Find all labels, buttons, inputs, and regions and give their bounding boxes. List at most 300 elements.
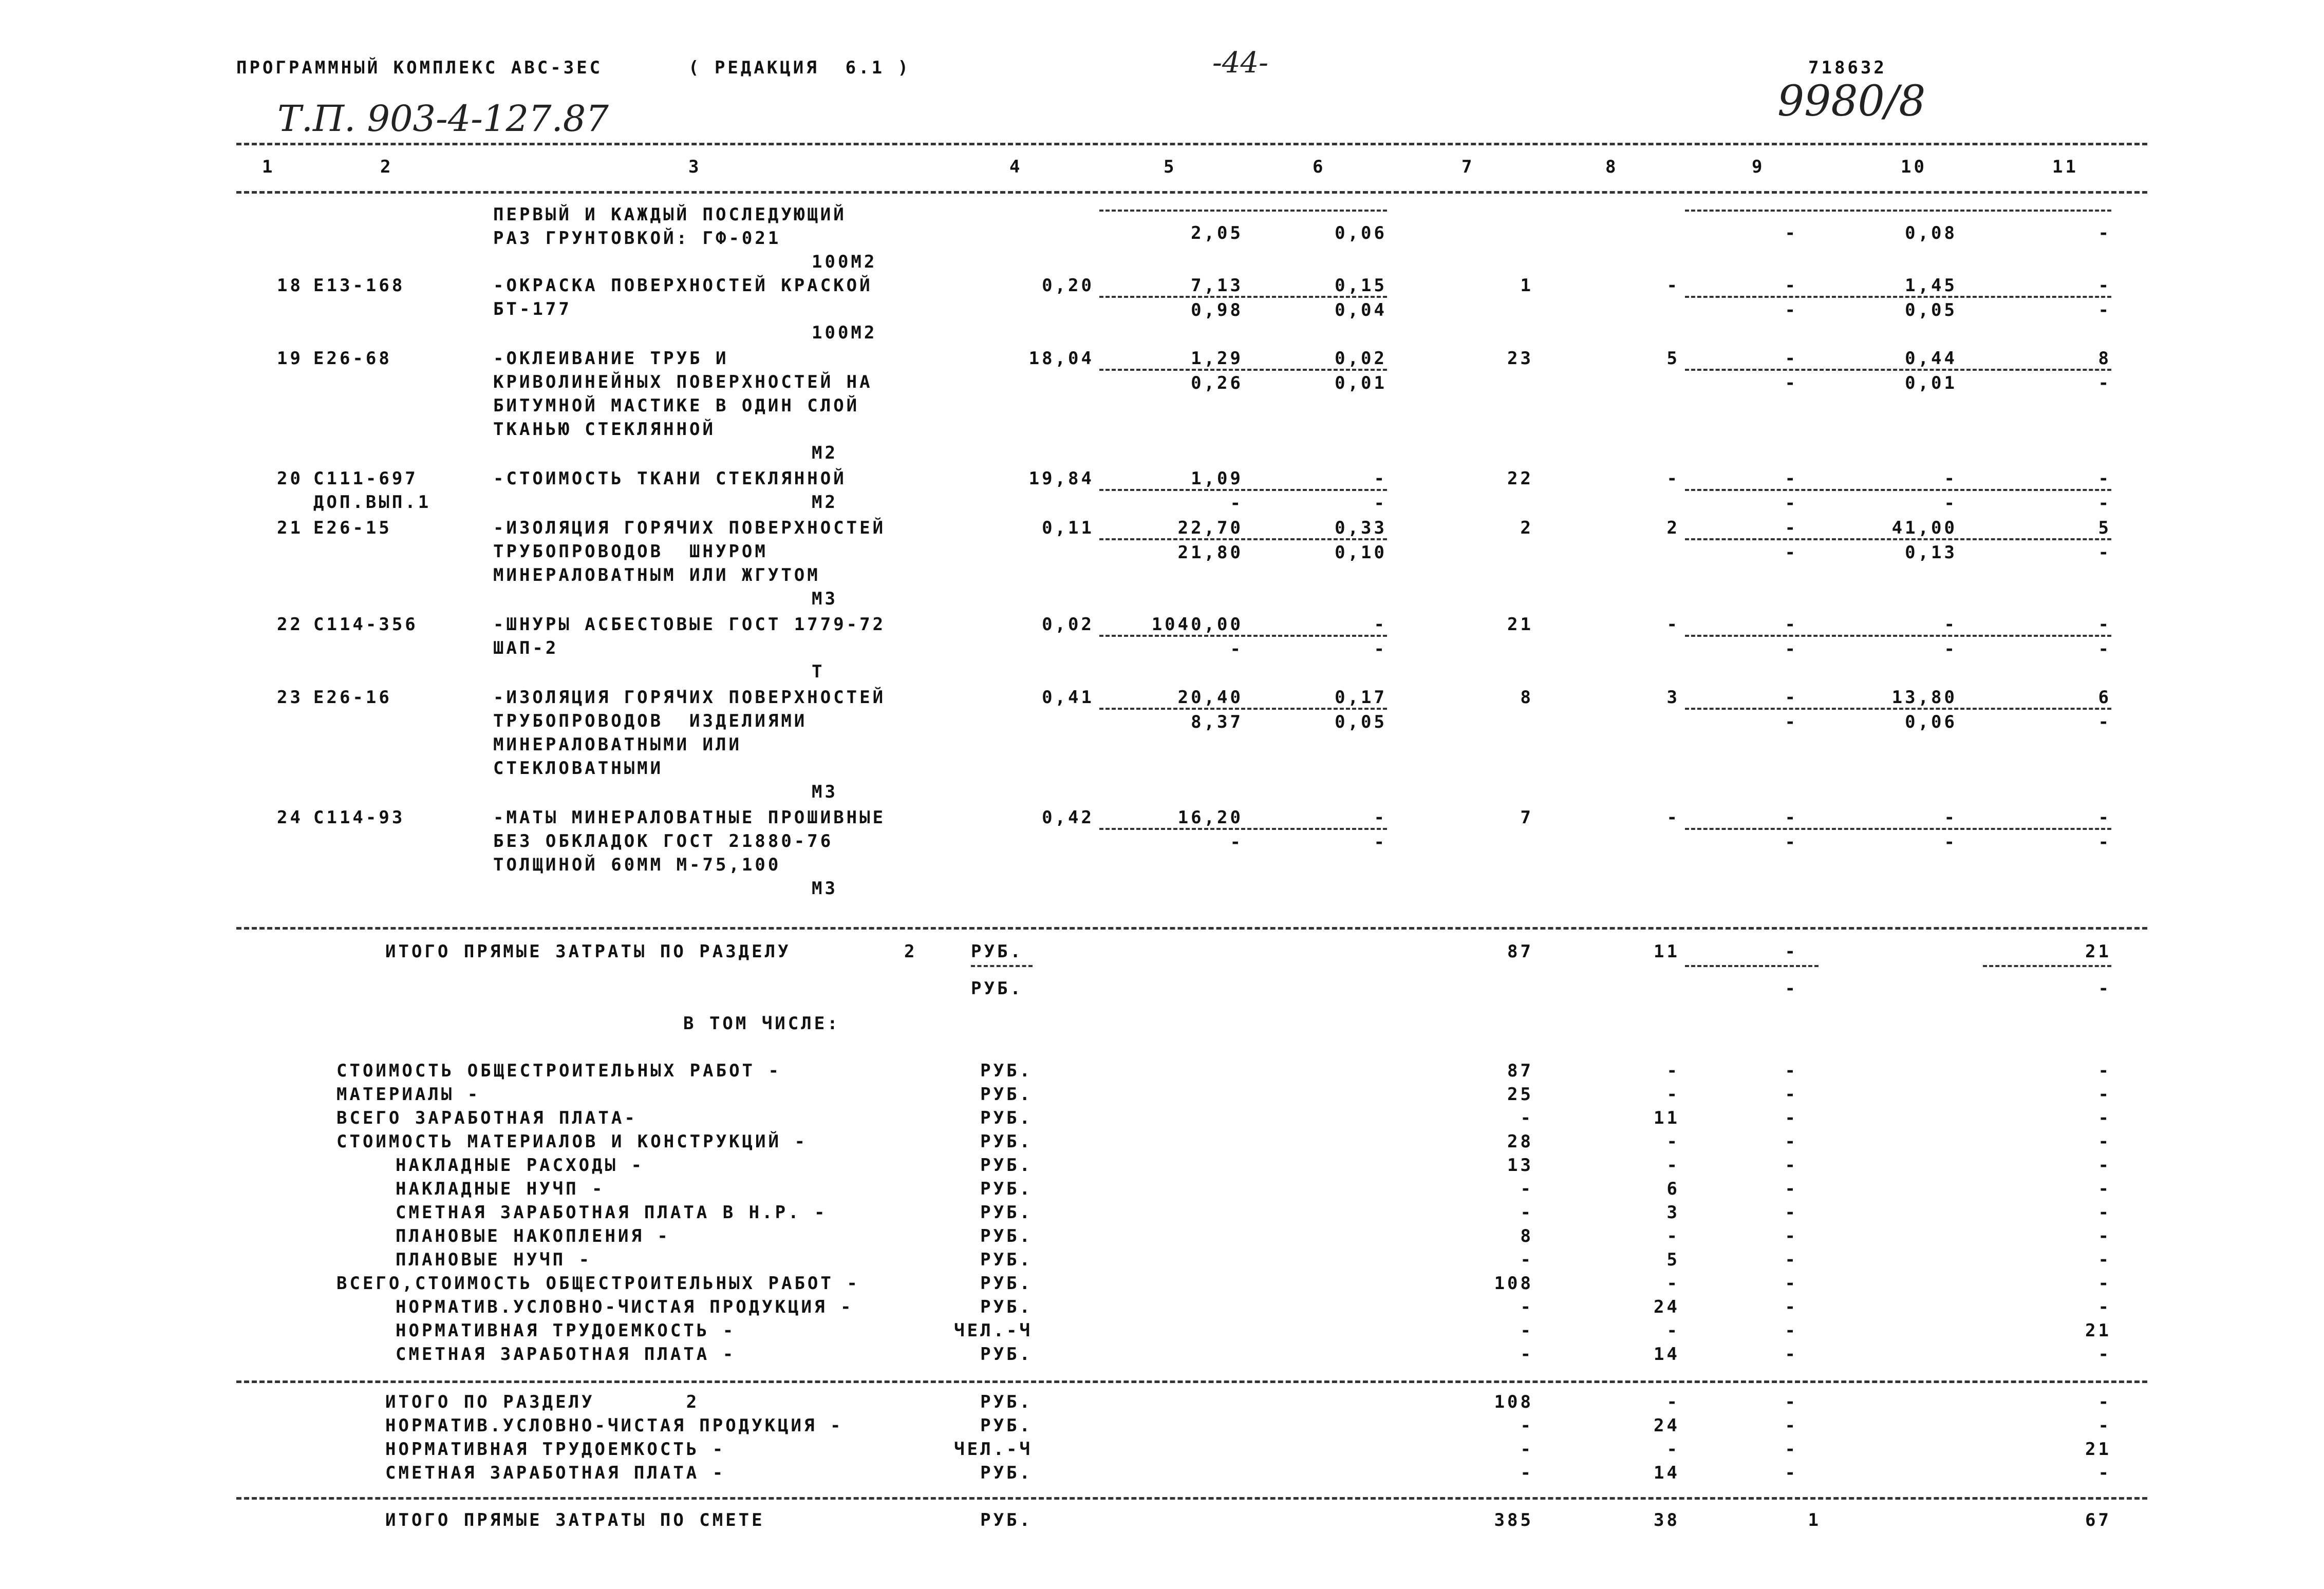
- item-description: ШАП-2: [493, 638, 559, 658]
- cell-col6-sub: -: [1374, 493, 1387, 514]
- separator-dash: [1099, 210, 1387, 212]
- cell-col7: 22: [1507, 468, 1533, 489]
- breakdown-label: ПЛАНОВЫЕ НУЧП -: [396, 1250, 592, 1270]
- breakdown-col7: -: [1520, 1297, 1533, 1317]
- cell-col9-sub: -: [1785, 493, 1798, 514]
- summary-col7: -: [1520, 1439, 1533, 1460]
- cell-col9: -: [1785, 807, 1798, 828]
- summary-label: ИТОГО ПО РАЗДЕЛУ 2: [385, 1392, 700, 1412]
- cell-col4: 0,11: [1042, 518, 1094, 538]
- separator-dash: [1099, 708, 1387, 710]
- summary-label: НОРМАТИВ.УСЛОВНО-ЧИСТАЯ ПРОДУКЦИЯ -: [385, 1415, 844, 1436]
- summary-col8: -: [1666, 1439, 1680, 1460]
- cell-col5: 1,09: [1191, 468, 1243, 489]
- column-header-1: 1: [262, 157, 275, 177]
- column-header-10: 10: [1901, 157, 1927, 177]
- breakdown-col8: -: [1666, 1226, 1680, 1246]
- item-number: 22: [277, 614, 303, 635]
- summary-unit: РУБ.: [980, 1463, 1033, 1483]
- cell-col6-sub: 0,05: [1335, 712, 1387, 732]
- breakdown-unit: РУБ.: [980, 1084, 1033, 1105]
- breakdown-col9: -: [1785, 1155, 1798, 1176]
- grand-total-label: ИТОГО ПРЯМЫЕ ЗАТРАТЫ ПО СМЕТЕ: [385, 1510, 765, 1530]
- cell-col4: 0,42: [1042, 807, 1094, 828]
- breakdown-col8: -: [1666, 1131, 1680, 1152]
- cell-col6-sub: 0,10: [1335, 542, 1387, 563]
- breakdown-col8: -: [1666, 1084, 1680, 1105]
- cell-col6: -: [1374, 807, 1387, 828]
- grand-total-col8: 38: [1654, 1510, 1680, 1530]
- breakdown-col7: -: [1520, 1320, 1533, 1341]
- item-code: С111-697: [313, 468, 418, 489]
- section-total-col7: 87: [1507, 941, 1533, 962]
- item-description: БТ-177: [493, 299, 572, 319]
- cell-col9: -: [1785, 614, 1798, 635]
- cell-col6: -: [1374, 614, 1387, 635]
- breakdown-col8: 3: [1666, 1202, 1680, 1223]
- breakdown-col8: 6: [1666, 1179, 1680, 1199]
- summary-col9: -: [1785, 1439, 1798, 1460]
- item-code: С114-93: [313, 807, 405, 828]
- header-rule-top: [236, 143, 2147, 145]
- breakdown-col11: -: [2098, 1061, 2111, 1081]
- summary-col9: -: [1785, 1415, 1798, 1436]
- cell-col9-sub: -: [1785, 639, 1798, 659]
- item-description: -СТОИМОСТЬ ТКАНИ СТЕКЛЯННОЙ: [493, 468, 847, 489]
- cell-col4: 18,04: [1028, 348, 1094, 369]
- item-code: Е26-15: [313, 518, 392, 538]
- breakdown-col8: 24: [1654, 1297, 1680, 1317]
- breakdown-col9: -: [1785, 1273, 1798, 1294]
- cell-col5: 16,20: [1177, 807, 1243, 828]
- breakdown-label: НАКЛАДНЫЕ РАСХОДЫ -: [396, 1155, 644, 1176]
- cell-col9: -: [1785, 275, 1798, 296]
- breakdown-col11: -: [2098, 1179, 2111, 1199]
- cell-col9-sub: -: [1785, 542, 1798, 563]
- unit-of-measure: М3: [812, 589, 838, 609]
- breakdown-label: ВСЕГО ЗАРАБОТНАЯ ПЛАТА-: [336, 1108, 638, 1128]
- cell-col5-sub: 21,80: [1177, 542, 1243, 563]
- column-header-9: 9: [1752, 157, 1765, 177]
- cell-col11-sub: -: [2098, 373, 2111, 393]
- item-description: ТРУБОПРОВОДОВ ШНУРОМ: [493, 541, 768, 562]
- cell-col11: -: [2098, 468, 2111, 489]
- cell-col5-sub: 0,26: [1191, 373, 1243, 393]
- document-code: 718632: [1808, 58, 1887, 78]
- breakdown-unit: РУБ.: [980, 1179, 1033, 1199]
- unit-of-measure: М2: [812, 443, 838, 463]
- breakdown-label: НОРМАТИВНАЯ ТРУДОЕМКОСТЬ -: [396, 1320, 736, 1341]
- cell-col5: 1040,00: [1151, 614, 1243, 635]
- breakdown-unit: РУБ.: [980, 1155, 1033, 1176]
- column-header-6: 6: [1313, 157, 1326, 177]
- cell-col9: -: [1785, 348, 1798, 369]
- breakdown-col7: -: [1520, 1344, 1533, 1365]
- cell-col5-sub: -: [1230, 493, 1243, 514]
- breakdown-col8: 14: [1654, 1344, 1680, 1365]
- summary-col11: -: [2098, 1415, 2111, 1436]
- cell-col7: 1: [1520, 275, 1533, 296]
- cell-col4: 0,41: [1042, 687, 1094, 708]
- breakdown-unit: РУБ.: [980, 1273, 1033, 1294]
- cell-col6: 0,02: [1335, 348, 1387, 369]
- summary-col8: -: [1666, 1392, 1680, 1412]
- cell-col11: 8: [2098, 348, 2111, 369]
- cell-col9-sub: -: [1785, 373, 1798, 393]
- separator-dash: [1685, 635, 2111, 637]
- grand-total-col9: 1: [1808, 1510, 1821, 1530]
- cell-col6-sub: 0,01: [1335, 373, 1387, 393]
- header-rule-bottom: [236, 191, 2147, 194]
- breakdown-col8: -: [1666, 1061, 1680, 1081]
- cell-col10: 1,45: [1905, 275, 1957, 296]
- cell-col10: 0,08: [1905, 223, 1957, 243]
- item-description: РАЗ ГРУНТОВКОЙ: ГФ-021: [493, 228, 781, 249]
- breakdown-unit: РУБ.: [980, 1226, 1033, 1246]
- grand-total-col11: 67: [2085, 1510, 2111, 1530]
- cell-col7: 2: [1520, 518, 1533, 538]
- breakdown-label: МАТЕРИАЛЫ -: [336, 1084, 481, 1105]
- cell-col7: 23: [1507, 348, 1533, 369]
- item-number: 18: [277, 275, 303, 296]
- breakdown-col8: 5: [1666, 1250, 1680, 1270]
- breakdown-col11: -: [2098, 1131, 2111, 1152]
- section-total-col8: 11: [1654, 941, 1680, 962]
- breakdown-unit: РУБ.: [980, 1250, 1033, 1270]
- item-number: 20: [277, 468, 303, 489]
- summary-label: НОРМАТИВНАЯ ТРУДОЕМКОСТЬ -: [385, 1439, 726, 1460]
- cell-col9: -: [1785, 518, 1798, 538]
- breakdown-col7: 87: [1507, 1061, 1533, 1081]
- unit-of-measure: 100М2: [812, 323, 877, 343]
- separator-dash: [1099, 828, 1387, 830]
- breakdown-col9: -: [1785, 1061, 1798, 1081]
- cell-col10-sub: -: [1944, 832, 1957, 853]
- item-description: ТОЛЩИНОЙ 60ММ М-75,100: [493, 855, 781, 875]
- grand-total-col7: 385: [1494, 1510, 1533, 1530]
- sheet-number: 9980/8: [1777, 77, 1926, 126]
- separator-dash: [1685, 296, 2111, 298]
- cell-col9-sub: -: [1785, 300, 1798, 320]
- breakdown-unit: РУБ.: [980, 1131, 1033, 1152]
- item-number: 21: [277, 518, 303, 538]
- item-number: 23: [277, 687, 303, 708]
- cell-col9-sub: -: [1785, 832, 1798, 853]
- separator-dash: [1099, 538, 1387, 540]
- section-rule: [236, 927, 2147, 930]
- separator-dash: [1685, 828, 2111, 830]
- summary-col9: -: [1785, 1392, 1798, 1412]
- breakdown-col7: -: [1520, 1108, 1533, 1128]
- item-code: Е13-168: [313, 275, 405, 296]
- breakdown-col7: 108: [1494, 1273, 1533, 1294]
- breakdown-unit: РУБ.: [980, 1108, 1033, 1128]
- cell-col8: -: [1666, 468, 1680, 489]
- breakdown-unit: ЧЕЛ.-Ч: [954, 1320, 1033, 1341]
- cell-col10-sub: 0,06: [1905, 712, 1957, 732]
- cell-col8: 2: [1666, 518, 1680, 538]
- cell-col5-sub: 2,05: [1191, 223, 1243, 243]
- separator-dash: [1685, 965, 1819, 967]
- column-header-3: 3: [688, 157, 702, 177]
- cell-col11-sub: -: [2098, 712, 2111, 732]
- cell-col11: 5: [2098, 518, 2111, 538]
- breakdown-label: ПЛАНОВЫЕ НАКОПЛЕНИЯ -: [396, 1226, 670, 1246]
- cell-col5: 7,13: [1191, 275, 1243, 296]
- breakdown-col11: -: [2098, 1344, 2111, 1365]
- cell-col8: 5: [1666, 348, 1680, 369]
- cell-col10: -: [1944, 807, 1957, 828]
- cell-col6-sub: 0,04: [1335, 300, 1387, 320]
- breakdown-col11: -: [2098, 1084, 2111, 1105]
- cell-col9: -: [1785, 468, 1798, 489]
- breakdown-label: СМЕТНАЯ ЗАРАБОТНАЯ ПЛАТА В Н.Р. -: [396, 1202, 828, 1223]
- breakdown-col9: -: [1785, 1131, 1798, 1152]
- cell-col7: 7: [1520, 807, 1533, 828]
- breakdown-label: СТОИМОСТЬ МАТЕРИАЛОВ И КОНСТРУКЦИЙ -: [336, 1131, 808, 1152]
- cell-col5: 1,29: [1191, 348, 1243, 369]
- including-label: В ТОМ ЧИСЛЕ:: [683, 1013, 840, 1034]
- unit-of-measure: М3: [812, 878, 838, 899]
- separator-dash: [1099, 489, 1387, 491]
- breakdown-col9: -: [1785, 1344, 1798, 1365]
- summary-col9: -: [1785, 1463, 1798, 1483]
- section-total-unit: РУБ.: [971, 941, 1023, 962]
- summary-unit: РУБ.: [980, 1392, 1033, 1412]
- cell-col6: 0,33: [1335, 518, 1387, 538]
- cell-col4: 0,02: [1042, 614, 1094, 635]
- separator-dash: [1685, 210, 2111, 212]
- cell-col5-sub: 8,37: [1191, 712, 1243, 732]
- cell-col6-sub: -: [1374, 832, 1387, 853]
- cell-col10: -: [1944, 614, 1957, 635]
- breakdown-col7: -: [1520, 1202, 1533, 1223]
- breakdown-col9: -: [1785, 1320, 1798, 1341]
- breakdown-label: ВСЕГО,СТОИМОСТЬ ОБЩЕСТРОИТЕЛЬНЫХ РАБОТ -: [336, 1273, 860, 1294]
- summary-col7: -: [1520, 1415, 1533, 1436]
- item-description: -ШНУРЫ АСБЕСТОВЫЕ ГОСТ 1779-72: [493, 614, 886, 635]
- column-header-2: 2: [380, 157, 393, 177]
- breakdown-col8: -: [1666, 1273, 1680, 1294]
- breakdown-label: СТОИМОСТЬ ОБЩЕСТРОИТЕЛЬНЫХ РАБОТ -: [336, 1061, 781, 1081]
- cell-col8: 3: [1666, 687, 1680, 708]
- breakdown-col9: -: [1785, 1202, 1798, 1223]
- summary-label: СМЕТНАЯ ЗАРАБОТНАЯ ПЛАТА -: [385, 1463, 726, 1483]
- breakdown-col9: -: [1785, 1250, 1798, 1270]
- cell-col9: -: [1785, 223, 1798, 243]
- cell-col11-sub: -: [2098, 300, 2111, 320]
- summary-col11: -: [2098, 1392, 2111, 1412]
- breakdown-unit: РУБ.: [980, 1061, 1033, 1081]
- summary-col7: 108: [1494, 1392, 1533, 1412]
- cell-col10: -: [1944, 468, 1957, 489]
- breakdown-col11: -: [2098, 1155, 2111, 1176]
- breakdown-col7: -: [1520, 1250, 1533, 1270]
- cell-col10-sub: -: [1944, 639, 1957, 659]
- separator-dash: [1685, 708, 2111, 710]
- separator-dash: [1099, 369, 1387, 371]
- summary-rule: [236, 1380, 2147, 1383]
- item-code: Е26-68: [313, 348, 392, 369]
- unit-of-measure: М3: [812, 782, 838, 802]
- project-number: Т.П. 903-4-127.87: [277, 98, 609, 140]
- cell-col11: -: [2098, 275, 2111, 296]
- edition-label: ( РЕДАКЦИЯ 6.1 ): [688, 58, 911, 78]
- summary-col8: 24: [1654, 1415, 1680, 1436]
- item-description: СТЕКЛОВАТНЫМИ: [493, 758, 664, 779]
- breakdown-col8: -: [1666, 1320, 1680, 1341]
- breakdown-col9: -: [1785, 1108, 1798, 1128]
- column-header-4: 4: [1009, 157, 1023, 177]
- item-description: -ОКЛЕИВАНИЕ ТРУБ И: [493, 348, 729, 369]
- separator-dash: [971, 965, 1033, 967]
- section-total-col9: -: [1785, 941, 1798, 962]
- cell-col10-sub: 0,05: [1905, 300, 1957, 320]
- item-description: ТКАНЬЮ СТЕКЛЯННОЙ: [493, 419, 716, 440]
- cell-col11-sub: -: [2098, 639, 2111, 659]
- cell-col10: 0,44: [1905, 348, 1957, 369]
- breakdown-col9: -: [1785, 1084, 1798, 1105]
- breakdown-col11: -: [2098, 1273, 2111, 1294]
- cell-col5-sub: -: [1230, 639, 1243, 659]
- separator-dash: [1685, 369, 2111, 371]
- column-header-7: 7: [1461, 157, 1475, 177]
- cell-col9: -: [1785, 687, 1798, 708]
- breakdown-col11: 21: [2085, 1320, 2111, 1341]
- item-description: -ИЗОЛЯЦИЯ ГОРЯЧИХ ПОВЕРХНОСТЕЙ: [493, 518, 886, 538]
- breakdown-col7: -: [1520, 1179, 1533, 1199]
- item-number: 24: [277, 807, 303, 828]
- breakdown-col7: 13: [1507, 1155, 1533, 1176]
- cell-col7: 21: [1507, 614, 1533, 635]
- breakdown-col11: -: [2098, 1250, 2111, 1270]
- cell-col7: 8: [1520, 687, 1533, 708]
- cell-col5: 20,40: [1177, 687, 1243, 708]
- section-number: 2: [904, 941, 917, 962]
- cell-col11: -: [2098, 223, 2111, 243]
- breakdown-unit: РУБ.: [980, 1344, 1033, 1365]
- cell-col10-sub: 0,01: [1905, 373, 1957, 393]
- item-code: С114-356: [313, 614, 418, 635]
- unit-of-measure: Т: [812, 661, 825, 682]
- grand-total-rule: [236, 1497, 2147, 1500]
- cell-col8: -: [1666, 614, 1680, 635]
- cell-col10: 13,80: [1891, 687, 1957, 708]
- breakdown-col7: 8: [1520, 1226, 1533, 1246]
- breakdown-col8: 11: [1654, 1108, 1680, 1128]
- cell-col11-sub: -: [2098, 542, 2111, 563]
- section-total-col9-sub: -: [1785, 978, 1798, 999]
- item-description: ТРУБОПРОВОДОВ ИЗДЕЛИЯМИ: [493, 711, 808, 731]
- cell-col5-sub: -: [1230, 832, 1243, 853]
- breakdown-col11: -: [2098, 1297, 2111, 1317]
- breakdown-label: СМЕТНАЯ ЗАРАБОТНАЯ ПЛАТА -: [396, 1344, 736, 1365]
- item-description: БИТУМНОЙ МАСТИКЕ В ОДИН СЛОЙ: [493, 395, 860, 416]
- cell-col9-sub: -: [1785, 712, 1798, 732]
- section-total-unit-sub: РУБ.: [971, 978, 1023, 999]
- cell-col5-sub: 0,98: [1191, 300, 1243, 320]
- item-description: ПЕРВЫЙ И КАЖДЫЙ ПОСЛЕДУЮЩИЙ: [493, 204, 847, 225]
- cell-col6: 0,15: [1335, 275, 1387, 296]
- cell-col4: 19,84: [1028, 468, 1094, 489]
- cell-col6: 0,17: [1335, 687, 1387, 708]
- section-total-col11: 21: [2085, 941, 2111, 962]
- cell-col8: -: [1666, 275, 1680, 296]
- item-description: КРИВОЛИНЕЙНЫХ ПОВЕРХНОСТЕЙ НА: [493, 372, 873, 392]
- breakdown-col7: 25: [1507, 1084, 1533, 1105]
- cell-col5: 22,70: [1177, 518, 1243, 538]
- item-code-extra: ДОП.ВЫП.1: [313, 492, 432, 513]
- item-description: МИНЕРАЛОВАТНЫМИ ИЛИ: [493, 734, 742, 755]
- cell-col10-sub: 0,13: [1905, 542, 1957, 563]
- cell-col6: -: [1374, 468, 1387, 489]
- breakdown-col9: -: [1785, 1179, 1798, 1199]
- summary-col7: -: [1520, 1463, 1533, 1483]
- summary-col11: 21: [2085, 1439, 2111, 1460]
- item-description: МИНЕРАЛОВАТНЫМ ИЛИ ЖГУТОМ: [493, 565, 820, 585]
- cell-col11: -: [2098, 807, 2111, 828]
- summary-col8: 14: [1654, 1463, 1680, 1483]
- item-description: -МАТЫ МИНЕРАЛОВАТНЫЕ ПРОШИВНЫЕ: [493, 807, 886, 828]
- breakdown-col7: 28: [1507, 1131, 1533, 1152]
- section-total-label: ИТОГО ПРЯМЫЕ ЗАТРАТЫ ПО РАЗДЕЛУ: [385, 941, 791, 962]
- separator-dash: [1099, 635, 1387, 637]
- separator-dash: [1099, 296, 1387, 298]
- column-header-11: 11: [2052, 157, 2078, 177]
- item-description: БЕЗ ОБКЛАДОК ГОСТ 21880-76: [493, 831, 834, 852]
- item-number: 19: [277, 348, 303, 369]
- program-name: ПРОГРАММНЫЙ КОМПЛЕКС АВС-3ЕС: [236, 58, 603, 78]
- breakdown-col8: -: [1666, 1155, 1680, 1176]
- cell-col4: 0,20: [1042, 275, 1094, 296]
- section-total-col11-sub: -: [2098, 978, 2111, 999]
- breakdown-col11: -: [2098, 1226, 2111, 1246]
- breakdown-label: НАКЛАДНЫЕ НУЧП -: [396, 1179, 605, 1199]
- separator-dash: [1685, 489, 2111, 491]
- cell-col6-sub: 0,06: [1335, 223, 1387, 243]
- cell-col11: 6: [2098, 687, 2111, 708]
- summary-unit: РУБ.: [980, 1415, 1033, 1436]
- cell-col10: 41,00: [1891, 518, 1957, 538]
- cell-col11-sub: -: [2098, 832, 2111, 853]
- unit-of-measure: М2: [812, 492, 838, 513]
- grand-total-unit: РУБ.: [980, 1510, 1033, 1530]
- page-number: -44-: [1212, 46, 1269, 80]
- breakdown-col9: -: [1785, 1297, 1798, 1317]
- summary-unit: ЧЕЛ.-Ч: [954, 1439, 1033, 1460]
- breakdown-unit: РУБ.: [980, 1297, 1033, 1317]
- breakdown-unit: РУБ.: [980, 1202, 1033, 1223]
- column-header-5: 5: [1164, 157, 1177, 177]
- separator-dash: [1685, 538, 2111, 540]
- breakdown-col11: -: [2098, 1202, 2111, 1223]
- item-description: -ОКРАСКА ПОВЕРХНОСТЕЙ КРАСКОЙ: [493, 275, 873, 296]
- unit-of-measure: 100М2: [812, 252, 877, 272]
- cell-col11-sub: -: [2098, 493, 2111, 514]
- column-header-8: 8: [1605, 157, 1619, 177]
- cell-col11: -: [2098, 614, 2111, 635]
- cell-col10-sub: -: [1944, 493, 1957, 514]
- breakdown-label: НОРМАТИВ.УСЛОВНО-ЧИСТАЯ ПРОДУКЦИЯ -: [396, 1297, 854, 1317]
- item-description: -ИЗОЛЯЦИЯ ГОРЯЧИХ ПОВЕРХНОСТЕЙ: [493, 687, 886, 708]
- cell-col8: -: [1666, 807, 1680, 828]
- item-code: Е26-16: [313, 687, 392, 708]
- breakdown-col11: -: [2098, 1108, 2111, 1128]
- breakdown-col9: -: [1785, 1226, 1798, 1246]
- cell-col6-sub: -: [1374, 639, 1387, 659]
- separator-dash: [1983, 965, 2111, 967]
- summary-col11: -: [2098, 1463, 2111, 1483]
